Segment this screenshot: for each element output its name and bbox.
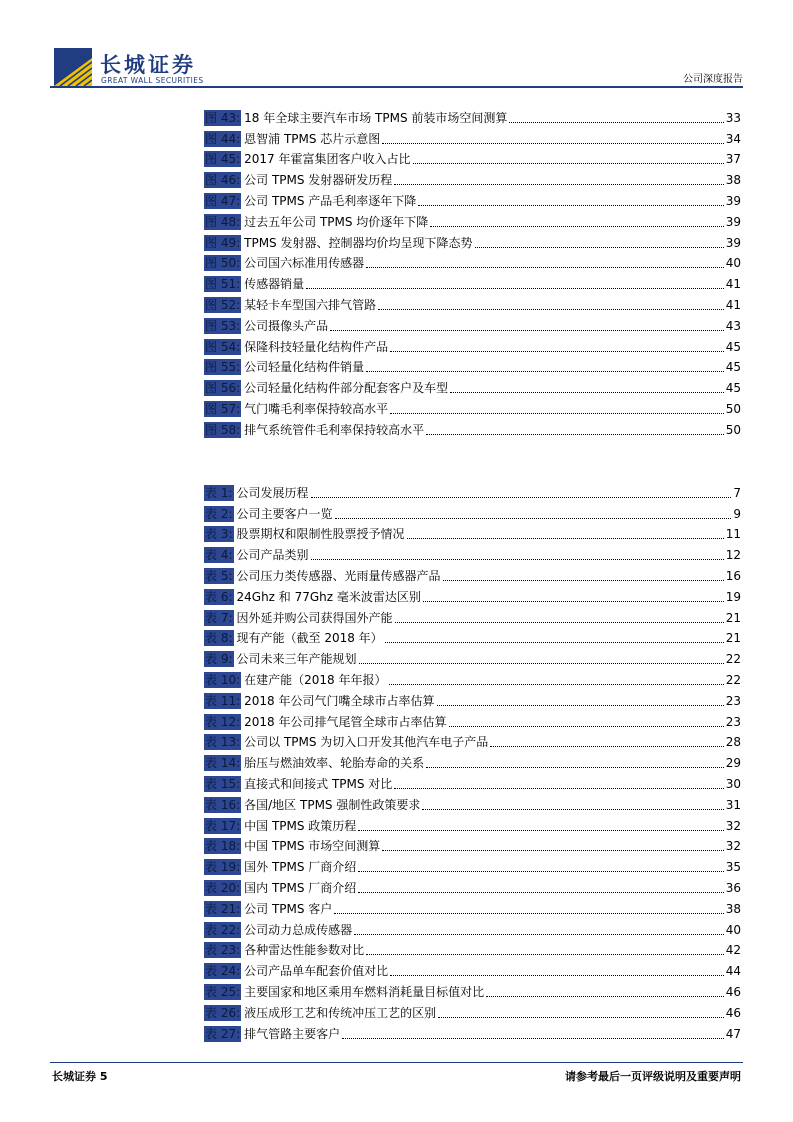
report-type: 公司深度报告 xyxy=(683,74,743,85)
toc-dot-leader xyxy=(449,726,724,727)
toc-entry[interactable] xyxy=(204,1000,741,1021)
toc-dot-leader xyxy=(359,663,724,664)
toc-entry-label: 表 10: xyxy=(205,672,241,687)
toc-entry-title: 公司 TPMS 发射器研发历程 xyxy=(244,173,393,188)
toc-entry[interactable] xyxy=(204,292,741,313)
toc-entry[interactable] xyxy=(204,271,741,292)
toc-dot-leader xyxy=(418,205,723,206)
toc-entry-page: 7 xyxy=(733,485,741,500)
toc-entry[interactable] xyxy=(204,813,741,834)
toc-dot-leader xyxy=(443,580,724,581)
toc-dot-leader xyxy=(475,247,724,248)
toc-entry-page: 32 xyxy=(725,818,741,833)
toc-entry-title: 公司动力总成传感器 xyxy=(244,922,353,937)
toc-entry-page: 23 xyxy=(725,693,741,708)
toc-entry-title: 公司国六标准用传感器 xyxy=(244,256,365,271)
toc-entry-label: 表 19: xyxy=(205,860,241,875)
toc-dot-leader xyxy=(378,309,724,310)
toc-entry-page: 38 xyxy=(725,901,741,916)
toc-entry[interactable] xyxy=(204,854,741,875)
toc-entry-page: 16 xyxy=(725,568,741,583)
toc-dot-leader xyxy=(390,975,724,976)
toc-entry-label: 表 25: xyxy=(205,984,241,999)
toc-entry-page: 34 xyxy=(725,131,741,146)
toc-entry-label: 图 55: xyxy=(205,360,241,375)
toc-dot-leader xyxy=(311,497,732,498)
toc-entry-title: 现有产能（截至 2018 年） xyxy=(236,631,383,646)
toc-entry-title: 恩智浦 TPMS 芯片示意图 xyxy=(244,131,381,146)
toc-entry-page: 12 xyxy=(725,548,741,563)
toc-entry-label: 表 27: xyxy=(205,1026,241,1041)
toc-entry-label: 表 9: xyxy=(205,652,233,667)
toc-entry-page: 22 xyxy=(725,652,741,667)
toc-entry-title: 各种雷达性能参数对比 xyxy=(244,943,365,958)
toc-dot-leader xyxy=(430,226,723,227)
toc-dot-leader xyxy=(413,163,724,164)
toc-entry-label: 表 22: xyxy=(205,922,241,937)
toc-entry-page: 50 xyxy=(725,401,741,416)
toc-entry-title: 股票期权和限制性股票授予情况 xyxy=(236,527,405,542)
toc-entry[interactable] xyxy=(204,105,741,126)
toc-dot-leader xyxy=(382,143,723,144)
toc-entry-page: 23 xyxy=(725,714,741,729)
toc-entry-page: 41 xyxy=(725,297,741,312)
toc-entry-page: 38 xyxy=(725,173,741,188)
toc-entry-label: 图 43: xyxy=(205,110,241,125)
toc-entry[interactable] xyxy=(204,646,741,667)
toc-dot-leader xyxy=(390,351,724,352)
brand-name-cn: 长城证券 xyxy=(100,53,196,77)
toc-entry-title: 公司发展历程 xyxy=(236,485,309,500)
toc-entry-page: 11 xyxy=(725,527,741,542)
toc-entry-page: 21 xyxy=(725,631,741,646)
toc-entry-page: 36 xyxy=(725,880,741,895)
toc-entry[interactable] xyxy=(204,313,741,334)
great-wall-logo-icon xyxy=(54,48,92,86)
header-divider xyxy=(50,86,743,88)
toc-entry-label: 表 3: xyxy=(205,527,233,542)
toc-entry-page: 44 xyxy=(725,964,741,979)
toc-entry-page: 31 xyxy=(725,797,741,812)
toc-entry-page: 28 xyxy=(725,735,741,750)
toc-entry[interactable] xyxy=(204,979,741,1000)
toc-entry[interactable] xyxy=(204,875,741,896)
toc-entry[interactable] xyxy=(204,334,741,355)
toc-entry-label: 表 1: xyxy=(205,485,233,500)
toc-dot-leader xyxy=(311,559,724,560)
toc-entry-label: 图 57: xyxy=(205,401,241,416)
toc-entry[interactable] xyxy=(204,896,741,917)
toc-entry[interactable] xyxy=(204,958,741,979)
toc-entry-label: 表 4: xyxy=(205,548,233,563)
toc-dot-leader xyxy=(395,622,724,623)
toc-entry-title: 公司压力类传感器、光雨量传感器产品 xyxy=(236,568,441,583)
toc-entry-label: 图 48: xyxy=(205,214,241,229)
toc-dot-leader xyxy=(358,892,723,893)
toc-entry-label: 表 11: xyxy=(205,693,241,708)
toc-entry-title: 公司 TPMS 客户 xyxy=(244,901,333,916)
toc-entry-title: TPMS 发射器、控制器均价均呈现下降态势 xyxy=(244,235,473,250)
toc-dot-leader xyxy=(382,850,723,851)
toc-dot-leader xyxy=(422,809,723,810)
toc-entry-title: 排气管路主要客户 xyxy=(244,1026,341,1041)
toc-dot-leader xyxy=(486,996,724,997)
toc-entry[interactable] xyxy=(204,188,741,209)
toc-entry-title: 传感器销量 xyxy=(244,277,305,292)
toc-entry-label: 表 14: xyxy=(205,756,241,771)
toc-entry-label: 图 45: xyxy=(205,152,241,167)
toc-entry-title: 公司产品类别 xyxy=(236,548,309,563)
toc-entry[interactable] xyxy=(204,1021,741,1042)
toc-entry-label: 图 52: xyxy=(205,297,241,312)
toc-entry[interactable] xyxy=(204,542,741,563)
toc-dot-leader xyxy=(330,330,724,331)
toc-entry-label: 图 47: xyxy=(205,193,241,208)
toc-entry-page: 33 xyxy=(725,110,741,125)
toc-entry-page: 47 xyxy=(725,1026,741,1041)
toc-dot-leader xyxy=(366,954,724,955)
toc-entry[interactable] xyxy=(204,584,741,605)
toc-dot-leader xyxy=(438,1017,724,1018)
toc-entry-page: 9 xyxy=(733,506,741,521)
toc-entry-title: 公司以 TPMS 为切入口开发其他汽车电子产品 xyxy=(244,735,489,750)
toc-entry-label: 图 44: xyxy=(205,131,241,146)
toc-dot-leader xyxy=(366,371,724,372)
toc-entry-label: 图 56: xyxy=(205,381,241,396)
toc-entry-page: 40 xyxy=(725,256,741,271)
toc-dot-leader xyxy=(334,913,723,914)
toc-entry[interactable] xyxy=(204,688,741,709)
toc-entry-label: 表 15: xyxy=(205,776,241,791)
toc-entry[interactable] xyxy=(204,522,741,543)
toc-entry[interactable] xyxy=(204,626,741,647)
toc-entry-page: 45 xyxy=(725,360,741,375)
toc-entry[interactable] xyxy=(204,501,741,522)
toc-dot-leader xyxy=(407,538,724,539)
toc-entry-label: 表 8: xyxy=(205,631,233,646)
toc-entry[interactable] xyxy=(204,126,741,147)
toc-entry-page: 39 xyxy=(725,193,741,208)
toc-entry[interactable] xyxy=(204,750,741,771)
toc-dot-leader xyxy=(366,267,724,268)
toc-entry-title: 公司轻量化结构件部分配套客户及车型 xyxy=(244,381,449,396)
toc-entry-page: 35 xyxy=(725,860,741,875)
toc-entry-title: 胎压与燃油效率、轮胎寿命的关系 xyxy=(244,756,425,771)
toc-entry-page: 46 xyxy=(725,984,741,999)
toc-entry-page: 29 xyxy=(725,756,741,771)
toc-entry[interactable] xyxy=(204,771,741,792)
toc-entry-page: 43 xyxy=(725,318,741,333)
toc-entry[interactable] xyxy=(204,147,741,168)
toc-entry[interactable] xyxy=(204,563,741,584)
toc-entry[interactable] xyxy=(204,730,741,751)
toc-entry-label: 表 12: xyxy=(205,714,241,729)
toc-entry[interactable] xyxy=(204,709,741,730)
toc-entry-title: 2017 年霍富集团客户收入占比 xyxy=(244,152,411,167)
toc-entry-page: 32 xyxy=(725,839,741,854)
toc-entry-page: 21 xyxy=(725,610,741,625)
toc-entry-title: 中国 TPMS 市场空间测算 xyxy=(244,839,381,854)
toc-dot-leader xyxy=(450,392,724,393)
toc-entry-title: 公司 TPMS 产品毛利率逐年下降 xyxy=(244,193,417,208)
toc-dot-leader xyxy=(390,413,724,414)
toc-dot-leader xyxy=(426,767,724,768)
brand-name-en: GREAT WALL SECURITIES xyxy=(101,76,204,85)
toc-entry-label: 表 13: xyxy=(205,735,241,750)
toc-entry-title: 18 年全球主要汽车市场 TPMS 前装市场空间测算 xyxy=(244,110,508,125)
toc-entry-label: 表 21: xyxy=(205,901,241,916)
toc-dot-leader xyxy=(426,434,724,435)
toc-entry[interactable] xyxy=(204,834,741,855)
toc-dot-leader xyxy=(306,288,724,289)
toc-entry-label: 表 5: xyxy=(205,568,233,583)
toc-entry[interactable] xyxy=(204,375,741,396)
toc-entry-label: 表 2: xyxy=(205,506,233,521)
toc-entry-title: 气门嘴毛利率保持较高水平 xyxy=(244,401,389,416)
toc-dot-leader xyxy=(358,830,723,831)
toc-entry-page: 30 xyxy=(725,776,741,791)
toc-entry-label: 图 50: xyxy=(205,256,241,271)
toc-entry-title: 在建产能（2018 年年报） xyxy=(244,672,387,687)
toc-entry-page: 37 xyxy=(725,152,741,167)
toc-entry-title: 国内 TPMS 厂商介绍 xyxy=(244,880,357,895)
toc-entry-page: 46 xyxy=(725,1005,741,1020)
toc-entry-label: 表 18: xyxy=(205,839,241,854)
toc-entry-title: 因外延并购公司获得国外产能 xyxy=(236,610,393,625)
toc-entry[interactable] xyxy=(204,396,741,417)
toc-entry-title: 公司摄像头产品 xyxy=(244,318,329,333)
toc-entry[interactable] xyxy=(204,355,741,376)
toc-entry-label: 图 46: xyxy=(205,173,241,188)
toc-dot-leader xyxy=(394,184,723,185)
toc-entry-title: 各国/地区 TPMS 强制性政策要求 xyxy=(244,797,421,812)
toc-entry-page: 40 xyxy=(725,922,741,937)
toc-entry[interactable] xyxy=(204,938,741,959)
toc-entry-label: 表 23: xyxy=(205,943,241,958)
toc-entry-title: 直接式和间接式 TPMS 对比 xyxy=(244,776,393,791)
toc-dot-leader xyxy=(389,684,724,685)
page-header xyxy=(50,44,743,88)
toc-entry-title: 公司未来三年产能规划 xyxy=(236,652,357,667)
toc-entry-title: 排气系统管件毛利率保持较高水平 xyxy=(244,422,425,437)
toc-entry-title: 公司主要客户一览 xyxy=(236,506,333,521)
toc-entry-title: 中国 TPMS 政策历程 xyxy=(244,818,357,833)
toc-dot-leader xyxy=(423,601,724,602)
toc-entry[interactable] xyxy=(204,251,741,272)
toc-entry-label: 表 16: xyxy=(205,797,241,812)
toc-entry-page: 39 xyxy=(725,214,741,229)
toc-entry-label: 图 53: xyxy=(205,318,241,333)
figure-index xyxy=(204,105,741,438)
toc-entry-title: 2018 年公司排气尾管全球市占率估算 xyxy=(244,714,447,729)
toc-entry-label: 表 17: xyxy=(205,818,241,833)
toc-dot-leader xyxy=(358,871,723,872)
toc-entry-label: 表 24: xyxy=(205,964,241,979)
toc-entry-title: 国外 TPMS 厂商介绍 xyxy=(244,860,357,875)
toc-dot-leader xyxy=(385,642,724,643)
toc-entry-page: 42 xyxy=(725,943,741,958)
toc-dot-leader xyxy=(437,705,724,706)
toc-dot-leader xyxy=(490,746,723,747)
toc-dot-leader xyxy=(342,1038,724,1039)
footer-divider xyxy=(50,1062,743,1063)
toc-entry-page: 45 xyxy=(725,381,741,396)
toc-entry-title: 液压成形工艺和传统冲压工艺的区别 xyxy=(244,1005,437,1020)
footer-page-label: 长城证券 5 xyxy=(52,1070,108,1083)
toc-entry-label: 图 51: xyxy=(205,277,241,292)
toc-entry-title: 主要国家和地区乘用车燃料消耗量目标值对比 xyxy=(244,984,485,999)
toc-entry-page: 39 xyxy=(725,235,741,250)
toc-entry[interactable] xyxy=(204,605,741,626)
toc-entry-label: 表 20: xyxy=(205,880,241,895)
toc-entry-label: 表 7: xyxy=(205,610,233,625)
toc-entry-label: 图 54: xyxy=(205,339,241,354)
toc-entry-label: 表 6: xyxy=(205,589,233,604)
toc-entry-label: 表 26: xyxy=(205,1005,241,1020)
toc-entry-label: 图 58: xyxy=(205,422,241,437)
toc-dot-leader xyxy=(335,518,732,519)
toc-entry[interactable] xyxy=(204,667,741,688)
toc-entry[interactable] xyxy=(204,917,741,938)
toc-entry-title: 公司产品单车配套价值对比 xyxy=(244,964,389,979)
toc-entry-page: 45 xyxy=(725,339,741,354)
toc-entry[interactable] xyxy=(204,417,741,438)
toc-entry[interactable] xyxy=(204,209,741,230)
toc-entry-page: 50 xyxy=(725,422,741,437)
toc-dot-leader xyxy=(354,934,724,935)
toc-entry-page: 22 xyxy=(725,672,741,687)
toc-entry[interactable] xyxy=(204,480,741,501)
table-index xyxy=(204,480,741,1042)
toc-entry[interactable] xyxy=(204,167,741,188)
footer-disclaimer: 请参考最后一页评级说明及重要声明 xyxy=(565,1070,741,1083)
toc-entry-page: 19 xyxy=(725,589,741,604)
toc-entry-title: 保隆科技轻量化结构件产品 xyxy=(244,339,389,354)
toc-entry-page: 41 xyxy=(725,277,741,292)
toc-dot-leader xyxy=(509,122,723,123)
toc-entry-title: 24Ghz 和 77Ghz 毫米波雷达区别 xyxy=(236,589,421,604)
toc-entry[interactable] xyxy=(204,230,741,251)
toc-entry-title: 某轻卡车型国六排气管路 xyxy=(244,297,377,312)
toc-entry-title: 2018 年公司气门嘴全球市占率估算 xyxy=(244,693,435,708)
toc-dot-leader xyxy=(394,788,723,789)
toc-entry-label: 图 49: xyxy=(205,235,241,250)
toc-entry-title: 过去五年公司 TPMS 均价逐年下降 xyxy=(244,214,429,229)
toc-entry-title: 公司轻量化结构件销量 xyxy=(244,360,365,375)
toc-entry[interactable] xyxy=(204,792,741,813)
